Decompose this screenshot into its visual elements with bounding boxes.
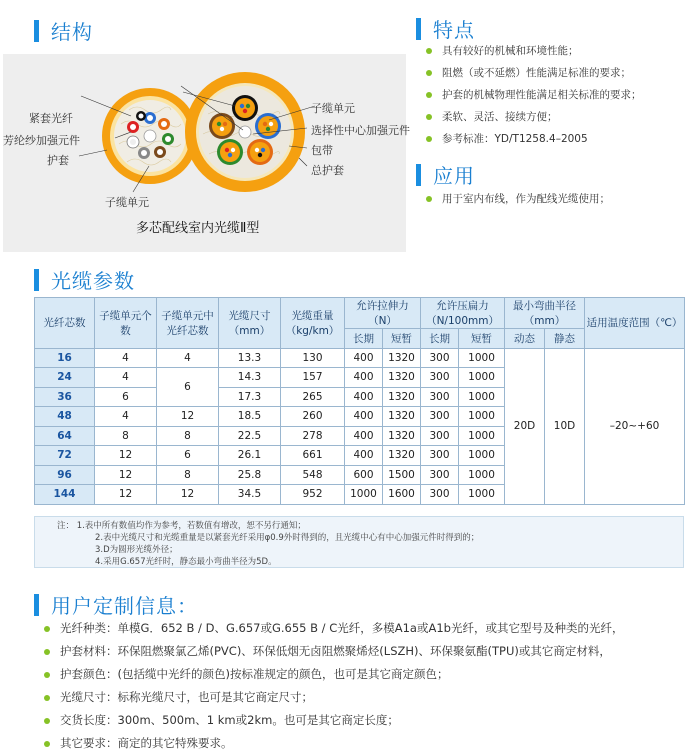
bullet-icon	[44, 695, 50, 701]
custom-list	[42, 617, 623, 755]
custom-title: 用户定制信息：	[51, 594, 198, 618]
bullet-icon	[426, 70, 432, 76]
list-item: 具有较好的机械和环境性能；	[424, 40, 642, 62]
header-crush-long: 长期	[421, 329, 459, 349]
list-item: 光缆尺寸：标称光缆尺寸，也可是其它商定尺寸；	[42, 686, 623, 709]
title-bar-icon	[34, 20, 39, 42]
features-title: 特点	[433, 18, 475, 42]
table-row: 48 4 12 18.5 260 400 1320 300 1000	[35, 407, 685, 427]
right-cable-cross-section	[185, 72, 305, 192]
note-line: 2.表中光缆尺寸和光缆重量是以紧套光纤采用φ0.9外时得到的，且光缆中心有中心加强元件时得到的；	[95, 533, 480, 543]
bullet-icon	[44, 626, 50, 632]
bullet-icon	[426, 136, 432, 142]
application-list	[424, 188, 610, 210]
list-item: 护套的机械物理性能满足相关标准的要求；	[424, 84, 642, 106]
list-item: 参考标准：YD/T1258.4–2005	[424, 128, 642, 150]
header-bend: 最小弯曲半径（mm）	[505, 298, 585, 329]
header-temp: 适用温度范围（℃）	[585, 298, 685, 349]
cable-params-table	[34, 297, 685, 505]
list-item: 护套材料：环保阻燃聚氯乙烯(PVC)、环保低烟无卤阻燃聚烯烃(LSZH)、环保聚氨酯(TPU)或其它商定材料，	[42, 640, 623, 663]
label-aramid: 芳纶纱加强元件	[3, 134, 80, 147]
header-bend-dynamic: 动态	[505, 329, 545, 349]
note-line: 4.采用G.657光纤时，静态最小弯曲半径为5D。	[95, 557, 277, 567]
application-section-title	[416, 160, 475, 189]
label-sub-unit: 子缆单元	[311, 102, 355, 115]
header-fiber-count: 光纤芯数	[35, 298, 95, 349]
header-tensile-short: 短暂	[383, 329, 421, 349]
cable-caption: 多芯配线室内光缆Ⅱ型	[136, 221, 260, 236]
table-row: 24 4 6 14.3 157 400 1320 300 1000	[35, 368, 685, 388]
features-section-title	[416, 14, 475, 43]
header-weight: 光缆重量（kg/km）	[281, 298, 345, 349]
custom-section-title	[34, 590, 198, 619]
title-bar-icon	[416, 18, 421, 40]
table-row: 72 12 6 26.1 661 400 1320 300 1000	[35, 446, 685, 466]
bullet-icon	[44, 649, 50, 655]
bullet-icon	[44, 718, 50, 724]
left-cable-cross-section	[102, 88, 198, 184]
list-item: 阻燃（或不延燃）性能满足标准的要求；	[424, 62, 642, 84]
bend-static-cell: 10D	[545, 348, 585, 504]
table-row: 16 4 4 13.3 130 400 1320 300 1000 20D 10D –20~+60	[35, 348, 685, 368]
header-sub-units: 子缆单元个数	[95, 298, 157, 349]
label-wrap-tape: 包带	[311, 144, 333, 157]
structure-section-title	[34, 16, 93, 45]
header-tensile-long: 长期	[345, 329, 383, 349]
list-item: 柔软、灵活、接续方便；	[424, 106, 642, 128]
application-title: 应用	[433, 164, 475, 188]
note-line: 注： 1.表中所有数值均作为参考，若数值有增改，恕不另行通知；	[57, 521, 306, 531]
list-item: 光纤种类：单模G．652 B / D、G.657或G.655 B / C光纤，多模A1a或A1b光纤，或其它型号及种类的光纤，	[42, 617, 623, 640]
bullet-icon	[426, 114, 432, 120]
table-row: 96 12 8 25.8 548 600 1500 300 1000	[35, 465, 685, 485]
table-row: 36 6 17.3 265 400 1320 300 1000	[35, 387, 685, 407]
structure-title: 结构	[51, 20, 93, 44]
header-crush: 允许压扁力（N/100mm）	[421, 298, 505, 329]
params-title: 光缆参数	[51, 269, 135, 293]
list-item: 交货长度：300m、500m、1 km或2km。也可是其它商定长度；	[42, 709, 623, 732]
table-notes	[34, 516, 684, 568]
bullet-icon	[426, 196, 432, 202]
table-row: 144 12 12 34.5 952 1000 1600 300 1000	[35, 485, 685, 505]
features-list	[424, 40, 642, 150]
temp-range-cell: –20~+60	[585, 348, 685, 504]
title-bar-icon	[416, 164, 421, 186]
list-item: 护套颜色：(包括缆中光纤的颜色)按标准规定的颜色，也可是其它商定颜色；	[42, 663, 623, 686]
label-outer-jacket: 总护套	[311, 164, 344, 177]
label-jacket: 护套	[47, 154, 69, 167]
header-bend-static: 静态	[545, 329, 585, 349]
params-section-title	[34, 265, 135, 294]
table-row: 64 8 8 22.5 278 400 1320 300 1000	[35, 426, 685, 446]
list-item: 其它要求：商定的其它特殊要求。	[42, 732, 623, 755]
bullet-icon	[426, 92, 432, 98]
bullet-icon	[426, 48, 432, 54]
bend-dynamic-cell: 20D	[505, 348, 545, 504]
title-bar-icon	[34, 594, 39, 616]
note-line: 3.D为圆形光缆外径；	[95, 545, 178, 555]
header-crush-short: 短暂	[459, 329, 505, 349]
header-tensile: 允许拉伸力（N）	[345, 298, 421, 329]
list-item: 用于室内布线，作为配线光缆使用；	[424, 188, 610, 210]
label-tight-fiber: 紧套光纤	[29, 112, 73, 125]
bullet-icon	[44, 741, 50, 747]
label-optional-center: 选择性中心加强元件	[311, 124, 410, 137]
title-bar-icon	[34, 269, 39, 291]
label-sub-unit-bottom: 子缆单元	[105, 196, 149, 209]
bullet-icon	[44, 672, 50, 678]
header-diameter: 光缆尺寸（mm）	[219, 298, 281, 349]
header-sub-unit-fibers: 子缆单元中光纤芯数	[157, 298, 219, 349]
